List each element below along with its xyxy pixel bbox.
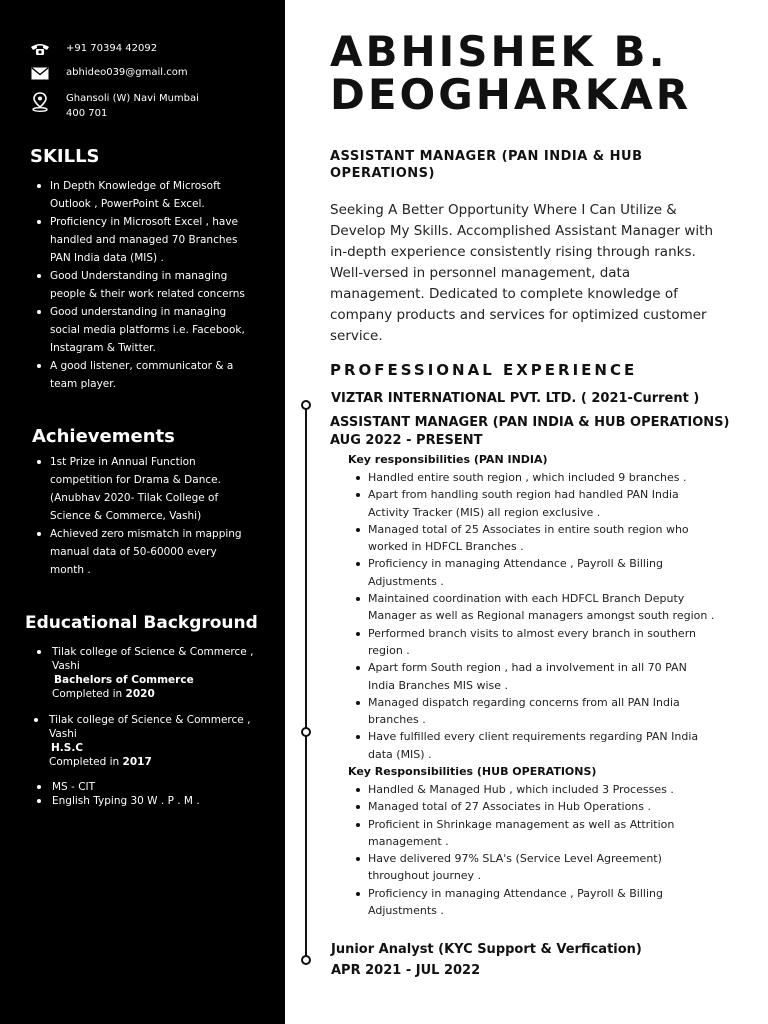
- address-line-2: 400 701: [66, 108, 108, 119]
- list-item: Handled & Managed Hub , which included 3 Processes .: [349, 781, 749, 798]
- completion: Completed in 2017: [49, 756, 152, 768]
- email-address: abhideo039@gmail.com: [66, 67, 188, 78]
- phone-number: +91 70394 42092: [66, 43, 158, 54]
- company-name: VIZTAR INTERNATIONAL PVT. LTD. ( 2021-Current ): [331, 391, 700, 406]
- college-name: Tilak college of Science & Commerce ,: [49, 714, 251, 726]
- degree: Bachelors of Commerce: [54, 674, 194, 686]
- list-item: Achieved zero mismatch in mapping manual data of 50-60000 every month .: [35, 525, 242, 579]
- list-item: In Depth Knowledge of Microsoft Outlook , PowerPoint & Excel.: [35, 177, 245, 213]
- experience-heading: PROFESSIONAL EXPERIENCE: [330, 361, 638, 379]
- job-title: Junior Analyst (KYC Support & Verfication): [331, 942, 642, 957]
- main-content: [285, 0, 768, 1024]
- list-item: Proficiency in managing Attendance , Payroll & Billing Adjustments .: [349, 555, 749, 590]
- extra-item: English Typing 30 W . P . M .: [52, 795, 200, 807]
- list-item: Managed dispatch regarding concerns from all PAN India branches .: [349, 694, 749, 729]
- current-role: ASSISTANT MANAGER (PAN INDIA & HUB OPERATIONS): [330, 149, 643, 181]
- list-item: Have delivered 97% SLA's (Service Level Agreement) throughout journey .: [349, 850, 749, 885]
- candidate-name: ABHISHEK B. DEOGHARKAR: [330, 27, 692, 119]
- list-item: A good listener, communicator & a team player.: [35, 357, 245, 393]
- sidebar: [0, 0, 285, 1024]
- list-item: Proficient in Shrinkage management as well as Attrition management .: [349, 816, 749, 851]
- timeline-dot: [301, 955, 311, 965]
- list-item: Good Understanding in managing people & their work related concerns: [35, 267, 245, 303]
- list-item: Apart from handling south region had handled PAN India Activity Tracker (MIS) all region exclusive .: [349, 486, 749, 521]
- list-item: Proficiency in managing Attendance , Payroll & Billing Adjustments .: [349, 885, 749, 920]
- address: [66, 91, 199, 121]
- responsibilities-heading: Key responsibilities (PAN INDIA): [348, 453, 548, 466]
- job-dates: AUG 2022 - PRESENT: [330, 433, 483, 448]
- responsibilities-heading: Key Responsibilities (HUB OPERATIONS): [348, 765, 597, 778]
- skills-heading: SKILLS: [30, 146, 100, 167]
- job-dates: APR 2021 - JUL 2022: [331, 963, 481, 978]
- list-item: Managed total of 27 Associates in Hub Operations .: [349, 798, 749, 815]
- contact-phone: [30, 41, 157, 57]
- list-item: Maintained coordination with each HDFCL Branch Deputy Manager as well as Regional managers amongst south region .: [349, 590, 749, 625]
- achievements-list: [35, 453, 242, 579]
- list-item: Apart form South region , had a involvement in all 70 PAN India Branches MIS wise .: [349, 659, 749, 694]
- list-item: Proficiency in Microsoft Excel , have handled and managed 70 Branches PAN India data (MIS) .: [35, 213, 245, 267]
- timeline-dot: [301, 400, 311, 410]
- job-title: ASSISTANT MANAGER (PAN INDIA & HUB OPERATIONS): [330, 415, 730, 430]
- location-pin-icon: [30, 91, 50, 113]
- college-city: Vashi: [49, 728, 77, 740]
- education-extras: [52, 780, 200, 808]
- completion: Completed in 2020: [52, 688, 155, 700]
- education-heading: Educational Background: [25, 613, 258, 633]
- list-item: Good understanding in managing social media platforms i.e. Facebook, Instagram & Twitter.: [35, 303, 245, 357]
- list-item: Handled entire south region , which included 9 branches .: [349, 469, 749, 486]
- contact-address: [30, 91, 199, 121]
- education-entry: [49, 713, 250, 769]
- envelope-icon: [30, 65, 50, 81]
- contact-email: [30, 65, 188, 81]
- timeline-dot: [301, 727, 311, 737]
- list-item: Managed total of 25 Associates in entire south region who worked in HDFCL Branches .: [349, 521, 749, 556]
- skills-list: [35, 177, 245, 393]
- extra-item: MS - CIT: [52, 780, 200, 794]
- timeline-line: [305, 405, 307, 960]
- education-entry: [52, 645, 253, 701]
- achievements-heading: Achievements: [32, 426, 175, 447]
- list-item: 1st Prize in Annual Function competition for Drama & Dance. (Anubhav 2020- Tilak College of Science & Commerce, Vashi): [35, 453, 242, 525]
- phone-icon: [30, 41, 50, 57]
- college-city: Vashi: [52, 660, 80, 672]
- address-line-1: Ghansoli (W) Navi Mumbai: [66, 93, 199, 104]
- list-item: Performed branch visits to almost every branch in southern region .: [349, 625, 749, 660]
- college-name: Tilak college of Science & Commerce ,: [52, 646, 254, 658]
- degree: H.S.C: [51, 742, 84, 754]
- profile-summary: Seeking A Better Opportunity Where I Can Utilize & Develop My Skills. Accomplished Assistant Manager with in-depth experience consistently rising through ranks. Well-versed in personnel management, data management. Dedicated to complete knowledge of company products and services for optimized customer service.: [330, 202, 714, 344]
- responsibilities-list: [349, 469, 749, 763]
- list-item: Have fulfilled every client requirements regarding PAN India data (MIS) .: [349, 728, 749, 763]
- responsibilities-list: [349, 781, 749, 919]
